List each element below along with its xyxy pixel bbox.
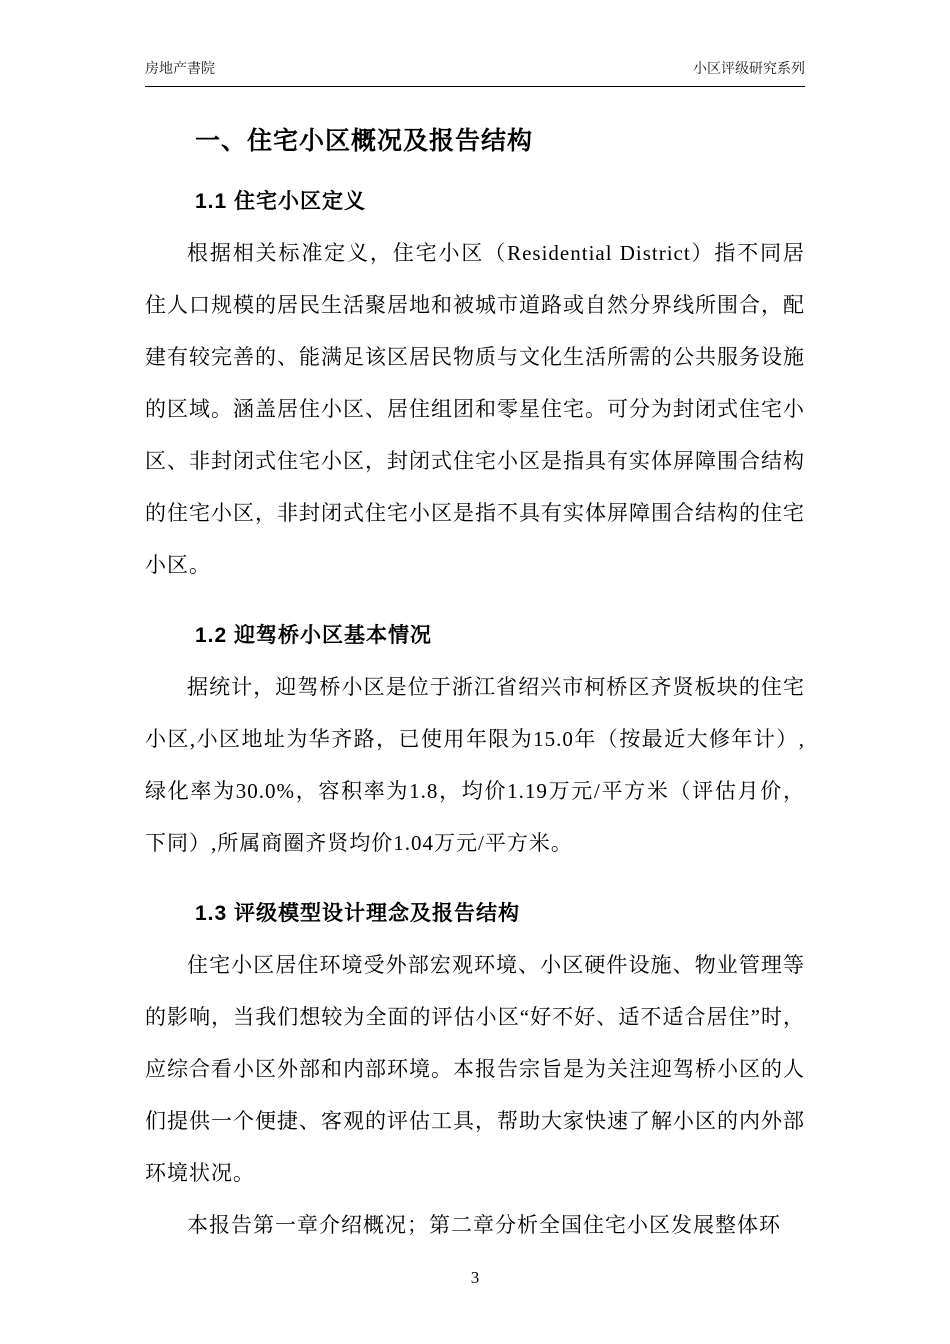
page-header	[145, 58, 805, 87]
section-heading-1-3: 1.3 评级模型设计理念及报告结构	[195, 902, 521, 925]
chapter-title: 一、住宅小区概况及报告结构	[195, 127, 534, 155]
paragraph: 本报告第一章介绍概况；第二章分析全国住宅小区发展整体环	[187, 1213, 781, 1237]
paragraph: 据统计，迎驾桥小区是位于浙江省绍兴市柯桥区齐贤板块的住宅小区,小区地址为华齐路，已使用年限为15.0年（按最近大修年计）,绿化率为30.0%，容积率为1.8，均价1.19万元/平方米（评估月价，下同）,所属商圈齐贤均价1.04万元/平方米。	[145, 675, 805, 855]
header-right-text: 小区评级研究系列	[693, 60, 805, 76]
section-heading-1-2: 1.2 迎驾桥小区基本情况	[195, 624, 433, 647]
paragraph: 根据相关标准定义，住宅小区（Residential District）指不同居住人口规模的居民生活聚居地和被城市道路或自然分界线所围合，配建有较完善的、能满足该区居民物质与文化生活所需的公共服务设施的区域。涵盖居住小区、居住组团和零星住宅。可分为封闭式住宅小区、非封闭式住宅小区，封闭式住宅小区是指具有实体屏障围合结构的住宅小区，非封闭式住宅小区是指不具有实体屏障围合结构的住宅小区。	[145, 241, 805, 577]
paragraph: 住宅小区居住环境受外部宏观环境、小区硬件设施、物业管理等的影响，当我们想较为全面的评估小区“好不好、适不适合居住”时，应综合看小区外部和内部环境。本报告宗旨是为关注迎驾桥小区的人们提供一个便捷、客观的评估工具，帮助大家快速了解小区的内外部环境状况。	[145, 953, 805, 1185]
section-heading-1-1: 1.1 住宅小区定义	[195, 190, 367, 213]
header-left-text: 房地产書院	[145, 60, 215, 76]
page-number: 3	[470, 1268, 480, 1287]
